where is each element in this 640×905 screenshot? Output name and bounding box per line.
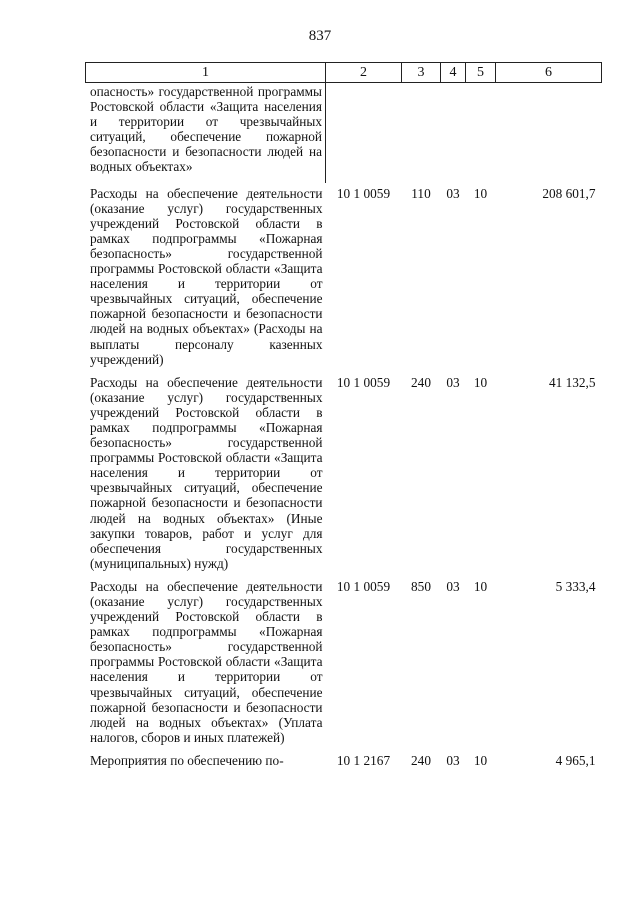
row-target-article: 10 1 0059: [336, 185, 391, 201]
continuation-row: [86, 83, 602, 183]
table-row: [86, 750, 602, 773]
page-number: 837: [308, 28, 332, 44]
row-description: Расходы на обеспечение деятельности (оказание услуг) государственных учреждений Ростовской области в рамках подпрограммы «Пожарная безопасность» государственной программы Ростовской области «Защита населения и территории от чрезвычайных ситуаций, обеспечение пожарной безопасности и безопасности людей на водных объектах» (Уплата налогов, сборов и иных платежей): [90, 578, 323, 745]
row-section: 03: [446, 374, 460, 390]
row-subsection: 10: [473, 752, 488, 768]
row-amount: 41 132,5: [548, 374, 596, 390]
row-amount: 4 965,1: [555, 752, 596, 768]
row-expense-type: 240: [411, 752, 431, 768]
table-row: [86, 372, 602, 576]
row-expense-type: 110: [411, 185, 431, 201]
row-subsection: 10: [473, 185, 488, 201]
row-expense-type: 850: [411, 578, 431, 594]
row-description: Расходы на обеспечение деятельности (оказание услуг) государственных учреждений Ростовской области в рамках подпрограммы «Пожарная безопасность» государственной программы Ростовской области «Защита населения и территории от чрезвычайных ситуаций, обеспечение пожарной безопасности и безопасности людей на водных объектах» (Расходы на выплаты персоналу казенных учреждений): [90, 185, 323, 367]
header-row: [86, 63, 602, 83]
row-target-article: 10 1 0059: [336, 578, 391, 594]
row-expense-type: 240: [411, 374, 431, 390]
row-target-article: 10 1 2167: [336, 752, 391, 768]
row-target-article: 10 1 0059: [336, 374, 391, 390]
row-subsection: 10: [473, 578, 488, 594]
row-subsection: 10: [473, 374, 488, 390]
row-description: Расходы на обеспечение деятельности (оказание услуг) государственных учреждений Ростовской области в рамках подпрограммы «Пожарная безопасность» государственной программы Ростовской области «Защита населения и территории от чрезвычайных ситуаций, обеспечение пожарной безопасности и безопасности людей на водных объектах» (Иные закупки товаров, работ и услуг для обеспечения государственных (муниципальных) нужд): [90, 374, 323, 571]
table-row: [86, 576, 602, 750]
header-col-6: 6: [496, 63, 602, 83]
row-amount: 5 333,4: [555, 578, 596, 594]
continuation-text: опасность» государственной программы Ростовской области «Защита населения и территории от чрезвычайных ситуаций, обеспечение пожарной безопасности и безопасности людей на водных объектах»: [86, 83, 326, 183]
row-section: 03: [446, 578, 460, 594]
header-col-1: 1: [86, 63, 326, 83]
row-section: 03: [446, 185, 460, 201]
budget-table: [85, 62, 602, 773]
row-section: 03: [446, 752, 460, 768]
row-amount: 208 601,7: [542, 185, 596, 201]
table-row: [86, 183, 602, 372]
header-col-5: 5: [466, 63, 496, 83]
header-col-3: 3: [402, 63, 441, 83]
row-description: Мероприятия по обеспечению по-: [90, 752, 284, 768]
header-col-4: 4: [441, 63, 466, 83]
header-col-2: 2: [326, 63, 402, 83]
